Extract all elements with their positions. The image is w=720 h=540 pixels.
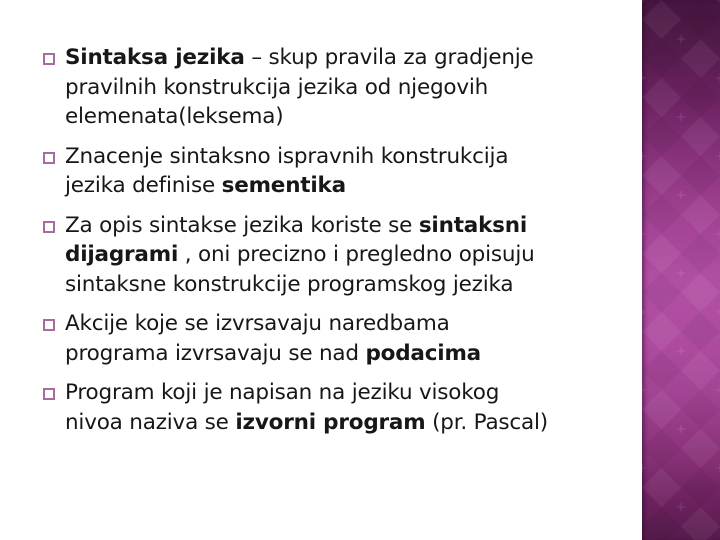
text-line	[65, 270, 632, 300]
bullet-text	[65, 142, 632, 201]
text-segment: (pr. Pascal)	[425, 409, 548, 435]
text-line	[65, 309, 632, 339]
text-segment: Znacenje sintaksno ispravnih konstrukcija	[65, 143, 509, 169]
text-segment: sintaksni	[418, 212, 528, 238]
text-segment: Akcije koje se izvrsavaju naredbama	[65, 311, 450, 336]
text-line	[65, 378, 632, 408]
text-segment: , oni precizno i pregledno opisuju	[178, 242, 535, 267]
text-segment: Za opis sintakse jezika koriste se	[65, 212, 419, 238]
text-line	[65, 73, 632, 103]
bullet-square-icon	[43, 388, 55, 400]
text-line	[65, 408, 632, 438]
decorative-sidebar	[642, 0, 720, 540]
text-segment: elemenata(leksema)	[65, 104, 284, 129]
bullet-text	[65, 378, 632, 437]
text-segment: – skup pravila za gradjenje	[244, 45, 534, 70]
bullet-text	[65, 309, 632, 368]
text-segment: sementika	[221, 173, 346, 198]
text-line	[65, 339, 632, 369]
bullet-text	[65, 211, 632, 300]
text-segment: sintaksne konstrukcije programskog jezika	[65, 271, 514, 297]
text-segment: izvorni program	[235, 409, 426, 435]
bullet-item	[43, 142, 632, 201]
bullet-item	[43, 43, 632, 132]
text-segment: dijagrami	[65, 242, 179, 267]
text-segment: Program koji je napisan na jeziku visokog	[65, 380, 500, 405]
bullet-square-icon	[43, 152, 55, 164]
text-line	[65, 171, 632, 201]
text-segment: Sintaksa jezika	[65, 45, 245, 70]
bullet-item	[43, 211, 632, 300]
text-line	[65, 240, 632, 270]
text-segment: pravilnih konstrukcija jezika od njegovih	[65, 74, 489, 100]
text-segment: nivoa naziva se	[65, 409, 236, 435]
bullet-square-icon	[43, 319, 55, 331]
bullet-item	[43, 309, 632, 368]
bullet-square-icon	[43, 53, 55, 65]
bullet-square-icon	[43, 221, 55, 233]
text-line	[65, 102, 632, 132]
text-line	[65, 211, 632, 241]
text-segment: podacima	[365, 340, 481, 366]
text-line	[65, 43, 632, 73]
bullet-text	[65, 43, 632, 132]
diamond-pattern-overlay	[642, 0, 720, 540]
text-segment: programa izvrsavaju se nad	[65, 340, 366, 366]
text-segment: jezika definise	[65, 173, 222, 198]
bullet-item	[43, 378, 632, 437]
text-line	[65, 142, 632, 172]
